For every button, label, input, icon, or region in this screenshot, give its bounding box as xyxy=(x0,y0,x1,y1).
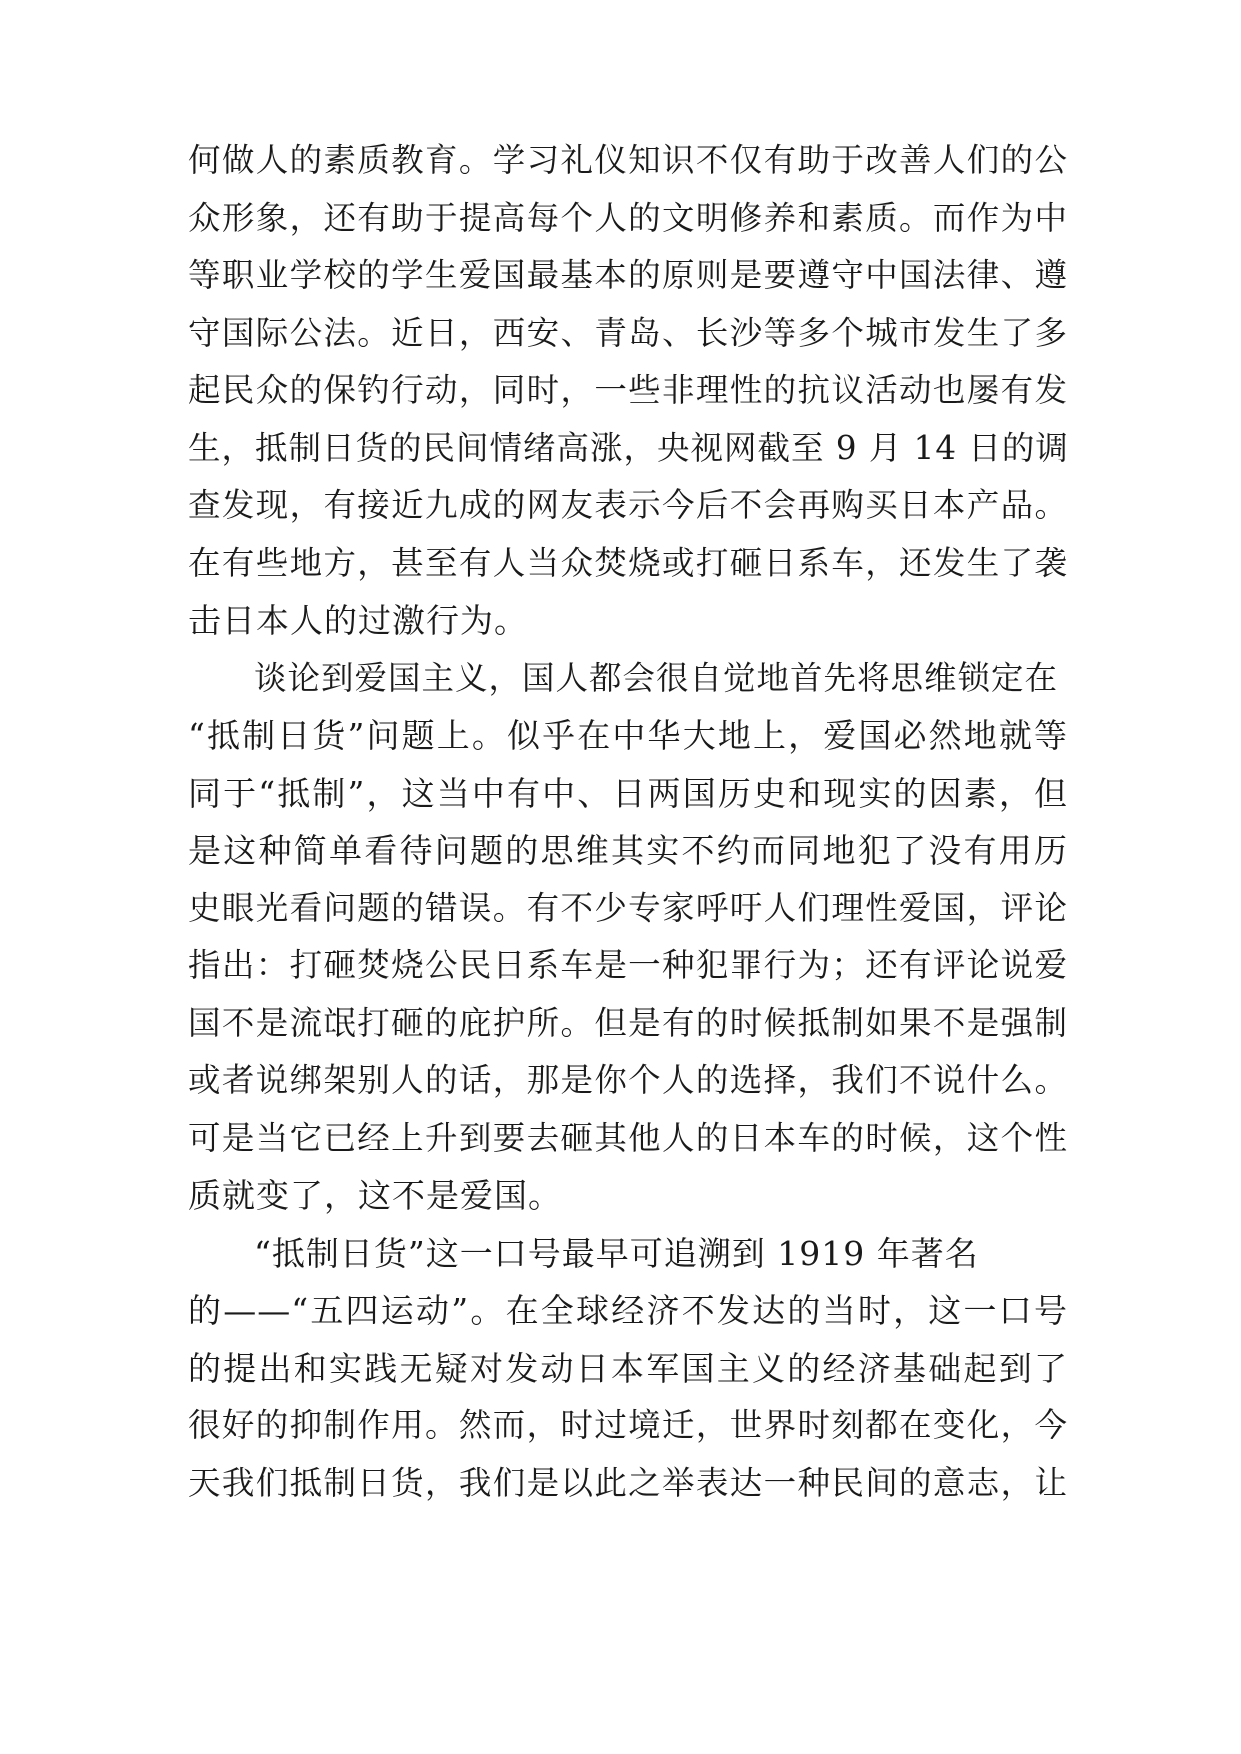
paragraph-first-line: 谈论到爱国主义，国人都会很自觉地首先将思维锁定在 xyxy=(254,658,1059,697)
body-text xyxy=(188,132,1068,1512)
text-line: 史眼光看问题的错误。有不少专家呼吁人们理性爱国，评论 xyxy=(188,888,1068,927)
text-line: 可是当它已经上升到要去砸其他人的日本车的时候，这个性 xyxy=(188,1118,1068,1157)
text-line: 何做人的素质教育。学习礼仪知识不仅有助于改善人们的公 xyxy=(188,141,1068,179)
text-line: 在有些地方，甚至有人当众焚烧或打砸日系车，还发生了袭 xyxy=(188,543,1068,582)
text-line: 是这种简单看待问题的思维其实不约而同地犯了没有用历 xyxy=(188,831,1068,870)
text-line: 生，抵制日货的民间情绪高涨，央视网截至 9 月 14 日的调 xyxy=(188,428,1069,467)
text-line: 击日本人的过激行为。 xyxy=(188,601,528,640)
text-line: 的——“五四运动”。在全球经济不发达的当时，这一口号 xyxy=(188,1291,1068,1330)
text-line: 国不是流氓打砸的庇护所。但是有的时候抵制如果不是强制 xyxy=(188,1003,1068,1042)
text-line: 守国际公法。近日，西安、青岛、长沙等多个城市发生了多 xyxy=(188,313,1068,352)
text-line: 或者说绑架别人的话，那是你个人的选择，我们不说什么。 xyxy=(188,1061,1068,1099)
text-line: 起民众的保钓行动，同时，一些非理性的抗议活动也屡有发 xyxy=(188,371,1068,409)
text-line: 等职业学校的学生爱国最基本的原则是要遵守中国法律、遵 xyxy=(188,256,1068,294)
text-line: 众形象，还有助于提高每个人的文明修养和素质。而作为中 xyxy=(188,198,1068,237)
paragraph-first-line: “抵制日货”这一口号最早可追溯到 1919 年著名 xyxy=(254,1233,979,1273)
text-line: 的提出和实践无疑对发动日本军国主义的经济基础起到了 xyxy=(188,1348,1068,1388)
text-line: 同于“抵制”，这当中有中、日两国历史和现实的因素，但 xyxy=(188,773,1068,813)
text-line: 很好的抑制作用。然而，时过境迁，世界时刻都在变化，今 xyxy=(188,1406,1068,1444)
text-line: “抵制日货”问题上。似乎在中华大地上，爱国必然地就等 xyxy=(188,716,1068,755)
text-line: 质就变了，这不是爱国。 xyxy=(188,1176,562,1215)
text-line: 指出：打砸焚烧公民日系车是一种犯罪行为；还有评论说爱 xyxy=(188,946,1068,984)
text-line: 查发现，有接近九成的网友表示今后不会再购买日本产品。 xyxy=(188,486,1068,524)
text-line: 天我们抵制日货，我们是以此之举表达一种民间的意志，让 xyxy=(188,1463,1068,1502)
